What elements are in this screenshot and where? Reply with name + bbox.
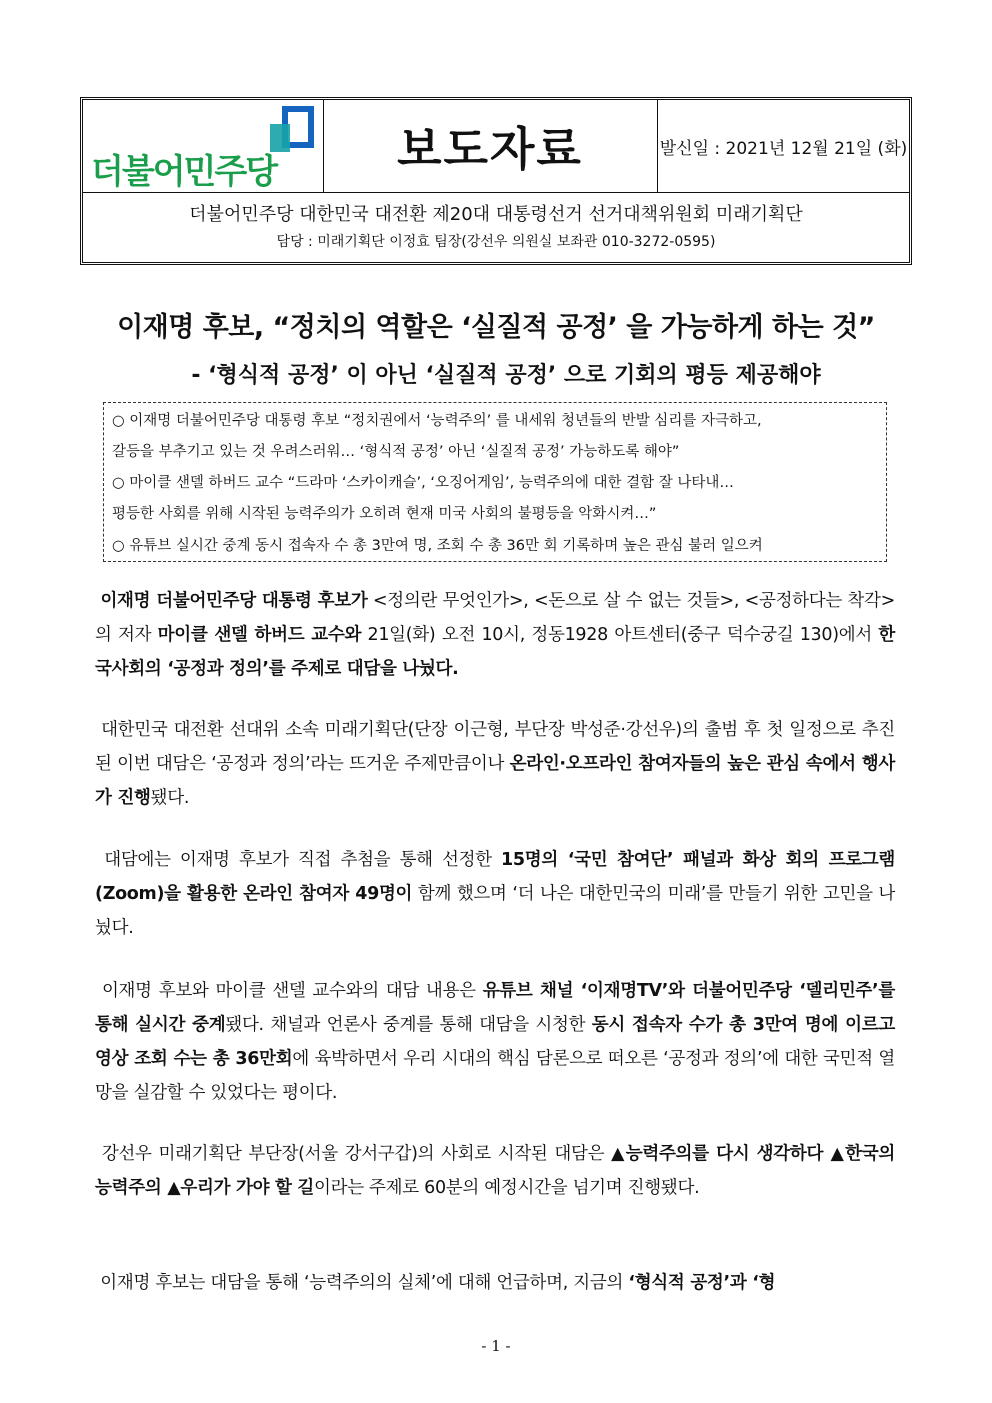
text: 이라는 주제로 60분의 예정시간을 넘기며 진행됐다. [313,1178,700,1198]
bold-text: 유튜브 채널 ‘이재명TV’와 더불어민주당 ‘델리민주’를 통해 실시간 중계 [95,981,895,1035]
text: 됐다. 채널과 언론사 중계를 통해 대담을 시청한 [225,1015,592,1035]
body-paragraph-6 [95,1266,895,1300]
text: 강선우 미래기획단 부단장(서울 강서구갑)의 사회로 시작된 대담은 [101,1144,612,1164]
party-logo [83,100,324,192]
text: 함께 했으며 ‘더 나은 대한민국의 미래’를 만들기 위한 고민을 나눴다. [95,884,895,938]
contact-info: 담당 : 미래기획단 이정효 팀장(강선우 의원실 보좌관 010-3272-0595) [276,234,716,250]
press-release-header [80,97,912,265]
bold-text: 마이클 샌델 하버드 교수와 [157,625,362,645]
text: 이재명 후보는 대담을 통해 ‘능력주의의 실체’에 대해 언급하며, 지금의 [100,1273,629,1293]
main-headline: 이재명 후보, “정치의 역할은 ‘실질적 공정’ 을 가능하게 하는 것” [117,312,875,343]
party-logo-text: 더불어민주당 [91,152,277,192]
body-paragraph-3 [95,843,895,945]
issuing-organization: 더불어민주당 대한민국 대전환 제20대 대통령선거 선거대책위원회 미래기획단 [189,204,803,225]
page-number: - 1 - [481,1337,511,1355]
text: 대담에는 이재명 후보가 직접 추첨을 통해 선정한 [104,850,502,870]
sub-headline: - ‘형식적 공정’ 이 아닌 ‘실질적 공정’ 으로 기회의 평등 제공해야 [191,363,821,388]
bold-text: 15명의 ‘국민 참여단’ 패널과 화상 회의 프로그램(Zoom)을 활용한 온라인 참여자 49명이 [95,850,896,904]
bold-text: 이재명 더불어민주당 대통령 후보가 [100,591,368,611]
bold-text: 한국사회의 ‘공정과 정의’를 주제로 대담을 나눴다. [95,625,895,679]
summary-box [103,402,887,562]
text: 이재명 후보와 마이클 샌델 교수와의 대담 내용은 [101,981,483,1001]
body-paragraph-4 [95,974,895,1110]
text: 대한민국 대전환 선대위 소속 미래기획단(단장 이근형, 부단장 박성준·강선우)의 출범 후 첫 일정으로 추진된 이번 대담은 ‘공정과 정의’라는 뜨거운 주제만큼이나 [95,720,895,774]
summary-line: ○ 마이클 샌델 하버드 교수 “드라마 ‘스카이캐슬’, ‘오징어게임’, 능력주의에 대한 결함 잘 나타내… [112,475,734,491]
document-title: 보도자료 [323,100,658,192]
summary-line: 갈등을 부추기고 있는 것 우려스러워… ‘형식적 공정’ 아닌 ‘실질적 공정’ 가능하도록 해야” [112,444,680,460]
summary-line: 평등한 사회를 위해 시작된 능력주의가 오히려 현재 미국 사회의 불평등을 악화시켜…” [112,506,657,522]
body-paragraph-1 [95,584,895,686]
summary-line: ○ 이재명 더불어민주당 대통령 후보 “정치권에서 ‘능력주의’ 를 내세워 청년들의 반발 심리를 자극하고, [112,413,762,429]
issue-date: 발신일 : 2021년 12월 21일 (화) [659,138,908,159]
bold-text: 동시 접속자 수가 총 3만여 명에 이르고 영상 조회 수는 총 36만회 [95,1015,895,1069]
bold-text: ▲능력주의를 다시 생각하다 ▲한국의 능력주의 ▲우리가 가야 할 길 [95,1144,895,1198]
bold-text: 온라인·오프라인 참여자들의 높은 관심 속에서 행사가 진행 [95,754,895,808]
header-top-row [83,100,909,193]
text: 21일(화) 오전 10시, 정동1928 아트센터(중구 덕수궁길 130)에서 [361,625,879,645]
bold-text: ‘형식적 공정’과 ‘형 [628,1273,776,1293]
body-paragraph-5 [95,1137,895,1205]
text: 됐다. [150,788,190,808]
summary-line: ○ 유튜브 실시간 중계 동시 접속자 수 총 3만여 명, 조회 수 총 36만 회 기록하며 높은 관심 불러 일으켜 [112,538,763,554]
body-paragraph-2 [95,713,895,815]
text: <정의란 무엇인가>, <돈으로 살 수 없는 것들>, <공정하다는 착각>의 저자 [95,591,896,645]
text: 에 육박하면서 우리 시대의 핵심 담론으로 떠오른 ‘공정과 정의’에 대한 국민적 열망을 실감할 수 있었다는 평이다. [95,1049,895,1103]
